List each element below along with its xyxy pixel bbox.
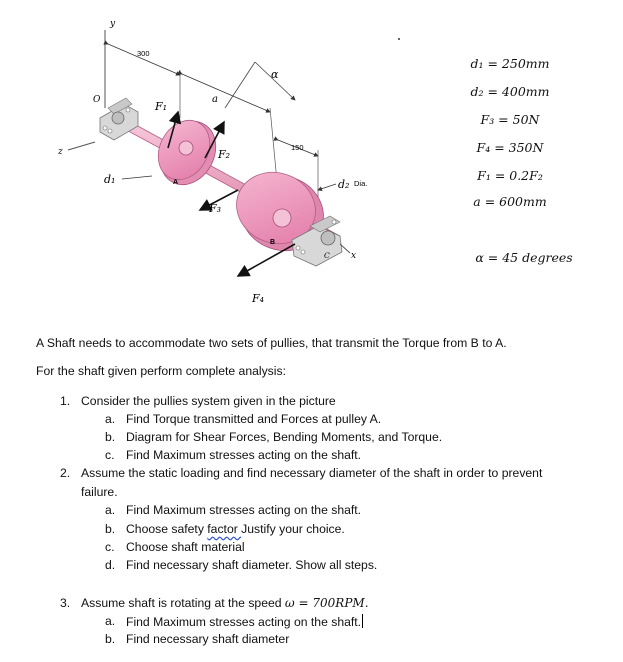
q3b-text: Find necessary shaft diameter xyxy=(126,632,290,646)
q1-number: 1. xyxy=(60,394,71,408)
dim-300-label: 300 xyxy=(137,49,150,58)
point-a-label: A xyxy=(173,179,179,186)
q2-text-cont: failure. xyxy=(81,485,118,499)
force-f4-label: F₄ xyxy=(252,292,265,305)
y-axis-label: y xyxy=(110,19,116,29)
x-axis-label: x xyxy=(351,251,357,261)
q2d-letter: d. xyxy=(105,558,116,572)
text-cursor xyxy=(362,614,363,628)
q1b-text: Diagram for Shear Forces, Bending Moments, and Torque. xyxy=(126,430,443,444)
q1b-letter: b. xyxy=(105,430,116,444)
force-f4-arrow xyxy=(238,244,295,276)
q2c-letter: c. xyxy=(105,540,115,554)
q1a-letter: a. xyxy=(105,412,116,426)
q2c-text: Choose shaft material xyxy=(126,540,245,554)
force-f1-label: F₁ xyxy=(155,100,168,113)
q2b-letter: b. xyxy=(105,522,116,536)
q1-text: Consider the pullies system given in the picture xyxy=(81,394,336,408)
q3a-letter: a. xyxy=(105,614,116,628)
q3-text xyxy=(81,596,369,610)
q2-number: 2. xyxy=(60,466,71,480)
param-d2: d₂ = 400mm xyxy=(470,84,550,99)
d1-leader xyxy=(122,176,152,179)
q3a-text xyxy=(126,614,363,629)
pulley-a xyxy=(148,111,226,194)
alpha-line-1 xyxy=(225,62,255,108)
shaft-pulley-figure xyxy=(0,0,440,320)
q3-number: 3. xyxy=(60,596,71,610)
alpha-label: α xyxy=(271,68,279,81)
q2-text: Assume the static loading and find necessary diameter of the shaft in order to prevent xyxy=(81,466,543,480)
q2b-text xyxy=(126,522,345,536)
stray-dot xyxy=(398,38,400,40)
z-axis xyxy=(68,142,95,150)
force-f2-label: F₂ xyxy=(218,148,231,161)
q2d-text: Find necessary shaft diameter. Show all steps. xyxy=(126,558,378,572)
param-f4: F₄ = 350N xyxy=(476,140,544,155)
d1-label: d₁ xyxy=(104,173,116,186)
intro-line-1: A Shaft needs to accommodate two sets of pullies, that transmit the Torque from B to A. xyxy=(36,336,507,350)
param-f1: F₁ = 0.2F₂ xyxy=(477,168,543,183)
q1c-text: Find Maximum stresses acting on the shaft. xyxy=(126,448,362,462)
q2b-text-part1: Choose safety xyxy=(126,522,208,536)
q3a-text-content: Find Maximum stresses acting on the shaft. xyxy=(126,615,362,629)
origin-label: O xyxy=(93,95,101,105)
z-axis-label: z xyxy=(58,147,63,157)
q3b-letter: b. xyxy=(105,632,116,646)
dim-a-label: a xyxy=(212,94,218,105)
q3-speed: ω = 700RPM. xyxy=(284,596,369,610)
q2a-letter: a. xyxy=(105,503,116,517)
d2-leader xyxy=(318,184,336,190)
dia-label: Dia. xyxy=(354,179,368,188)
param-a: a = 600mm xyxy=(473,194,547,209)
param-d1: d₁ = 250mm xyxy=(470,56,550,71)
q1a-text: Find Torque transmitted and Forces at pulley A. xyxy=(126,412,382,426)
force-f3-label: F₃ xyxy=(209,202,222,215)
intro-line-2: For the shaft given perform complete analysis: xyxy=(36,364,286,378)
q1c-letter: c. xyxy=(105,448,115,462)
point-b-label: B xyxy=(270,239,276,246)
q3-text-plain: Assume shaft is rotating at the speed xyxy=(81,596,285,610)
param-f3: F₃ = 50N xyxy=(480,112,540,127)
q2b-text-part2: factor xyxy=(207,522,242,536)
bearing-o xyxy=(100,98,138,140)
q2b-text-part3: Justify your choice. xyxy=(241,522,345,536)
dim-150-label: 150 xyxy=(291,143,304,152)
q2a-text: Find Maximum stresses acting on the shaft. xyxy=(126,503,362,517)
point-c-label: C xyxy=(324,251,330,260)
d2-label: d₂ xyxy=(338,178,350,191)
param-alpha: α = 45 degrees xyxy=(475,250,573,265)
